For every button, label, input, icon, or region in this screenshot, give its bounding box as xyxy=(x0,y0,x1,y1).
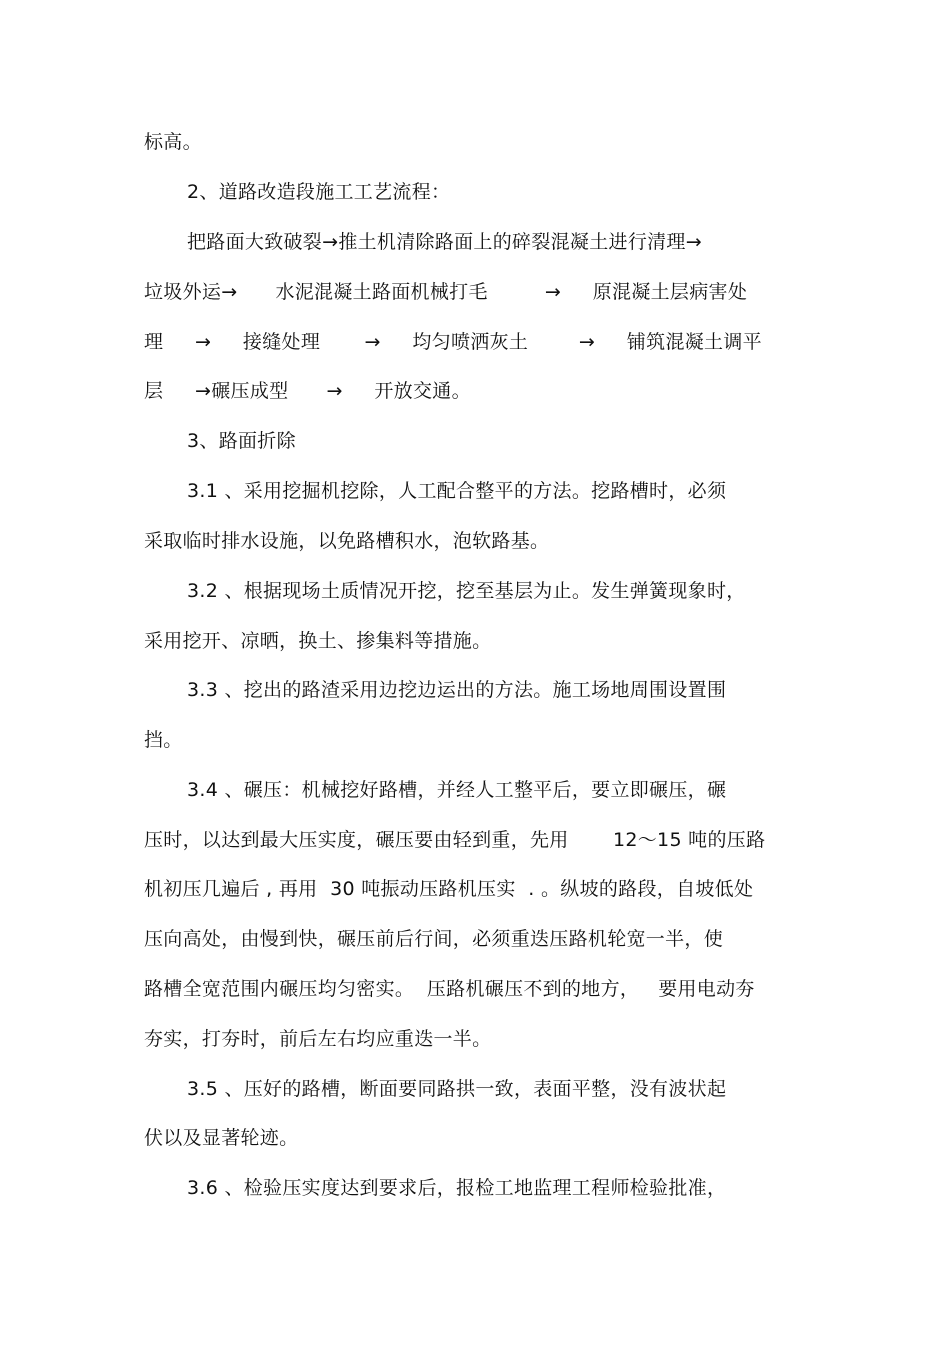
text-line: 夯实，打夯时，前后左右均应重迭一半。 xyxy=(144,1028,492,1050)
text-line: 采取临时排水设施，以免路槽积水，泡软路基。 xyxy=(144,530,550,552)
text-line: 3.5 、压好的路槽，断面要同路拱一致，表面平整，没有波状起 xyxy=(187,1078,727,1100)
text-line: 3.3 、挖出的路渣采用边挖边运出的方法。施工场地周围设置围 xyxy=(187,679,727,701)
section-heading: 2、道路改造段施工工艺流程： xyxy=(187,181,451,203)
text-line: 3.6 、检验压实度达到要求后，报检工地监理工程师检验批准， xyxy=(187,1177,727,1199)
text-line: 路槽全宽范围内碾压均匀密实。 压路机碾压不到的地方， 要用电动夯 xyxy=(144,978,755,1000)
text-line: 标高。 xyxy=(144,131,202,153)
section-heading: 3、路面折除 xyxy=(187,430,296,452)
text-line: 把路面大致破裂→推土机清除路面上的碎裂混凝土进行清理→ xyxy=(187,231,702,253)
text-line: 压时，以达到最大压实度，碾压要由轻到重，先用 12～15 吨的压路 xyxy=(144,829,766,851)
text-line: 伏以及显著轮迹。 xyxy=(144,1127,299,1149)
text-line: 层 →碾压成型 → 开放交通。 xyxy=(144,380,471,402)
text-line: 挡。 xyxy=(144,729,183,751)
text-line: 理 → 接缝处理 → 均匀喷洒灰土 → 铺筑混凝土调平 xyxy=(144,331,762,353)
text-line: 机初压几遍后 , 再用 30 吨振动压路机压实 . 。纵坡的路段，自坡低处 xyxy=(144,878,754,900)
text-line: 3.4 、碾压：机械挖好路槽，并经人工整平后，要立即碾压，碾 xyxy=(187,779,727,801)
text-line: 垃圾外运→ 水泥混凝土路面机械打毛 → 原混凝土层病害处 xyxy=(144,281,748,303)
text-line: 3.1 、采用挖掘机挖除，人工配合整平的方法。挖路槽时，必须 xyxy=(187,480,727,502)
text-line: 3.2 、根据现场土质情况开挖，挖至基层为止。发生弹簧现象时， xyxy=(187,580,746,602)
text-line: 采用挖开、凉晒，换土、掺集料等措施。 xyxy=(144,630,492,652)
text-line: 压向高处，由慢到快，碾压前后行间，必须重迭压路机轮宽一半，使 xyxy=(144,928,724,950)
